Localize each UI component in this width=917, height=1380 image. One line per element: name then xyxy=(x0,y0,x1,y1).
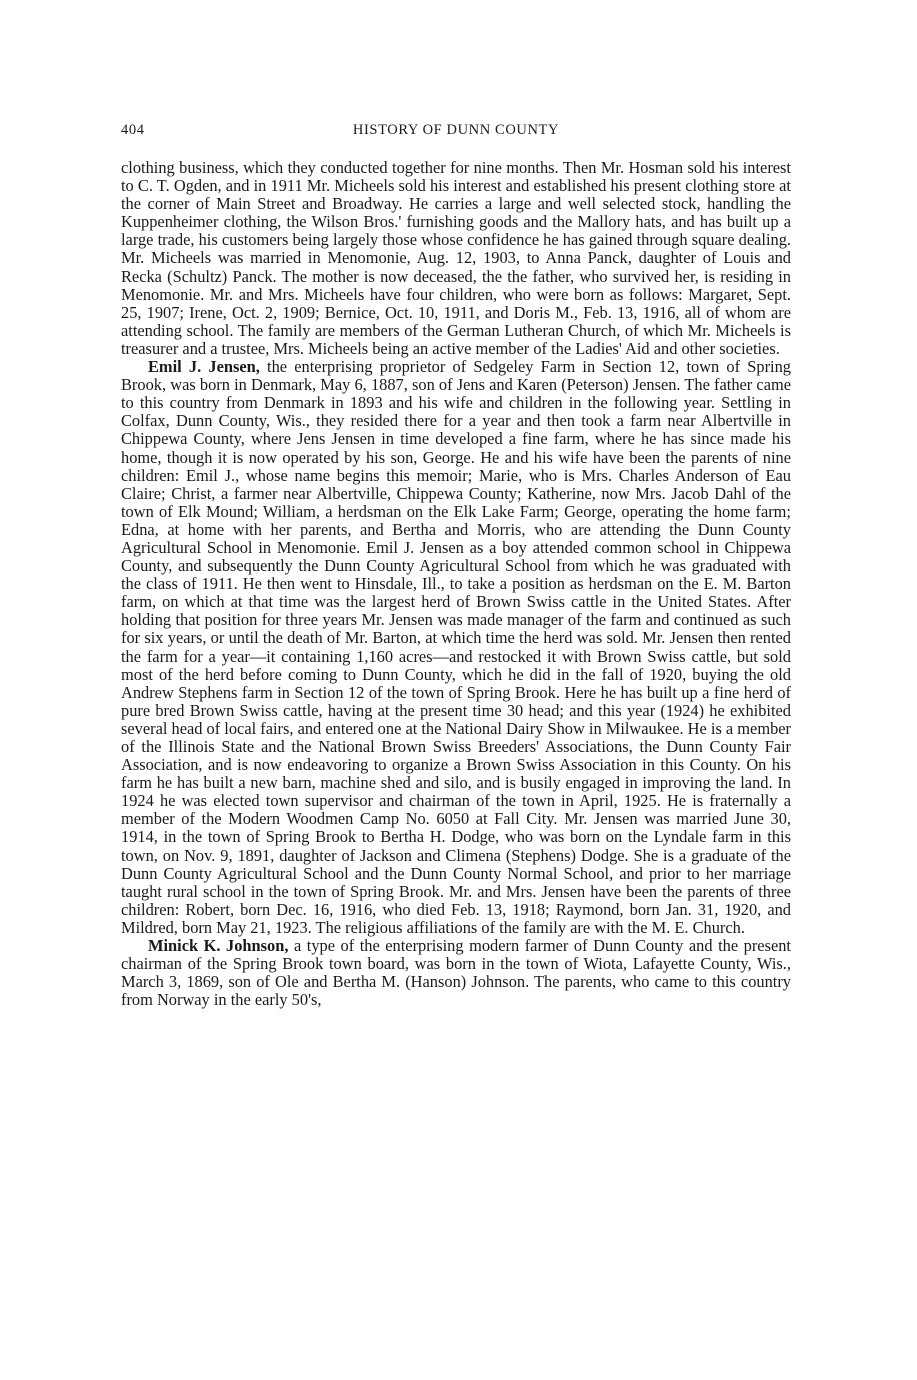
paragraph-minick-k-johnson xyxy=(121,937,791,1009)
subject-name: Minick K. Johnson, xyxy=(148,936,289,956)
paragraph-text: a type of the enterprising modern farmer of Dunn County and the present chairman of the Spring Brook town board, was born in the town of Wiota, Lafayette County, Wis., March 3, 1869, son of Ole and Bertha M. (Hanson) Johnson. The parents, who came to this country from Norway in the early 50's, xyxy=(121,936,791,1010)
subject-name: Emil J. Jensen, xyxy=(148,357,260,377)
paragraph-text: the enterprising proprietor of Sedgeley Farm in Section 12, town of Spring Brook, was born in Denmark, May 6, 1887, son of Jens and Karen (Peterson) Jensen. The father came to this country from Denmark in 1893 and his wife and children in the following year. Settling in Colfax, Dunn County, Wis., they resided there for a year and then took a farm near Albertville in Chippewa County, where Jens Jensen in time developed a fine farm, where he has since made his home, though it is now operated by his son, George. He and his wife have been the parents of nine children: Emil J., whose name begins this memoir; Marie, who is Mrs. Charles Anderson of Eau Claire; Christ, a farmer near Albertville, Chippewa County; Katherine, now Mrs. Jacob Dahl of the town of Elk Mound; William, a herdsman on the Elk Lake Farm; George, operating the home farm; Edna, at home with her parents, and Bertha and Morris, who are attending the Dunn County Agricultural School in Menomonie. Emil J. Jensen as a boy attended common school in Chippewa County, and subsequently the Dunn County Agricultural School from which he was graduated with the class of 1911. He then went to Hinsdale, Ill., to take a position as herdsman on the E. M. Barton farm, on which at that time was the largest herd of Brown Swiss cattle in the United States. After holding that position for three years Mr. Jensen was made manager of the farm and continued as such for six years, or until the death of Mr. Barton, at which time the herd was sold. Mr. Jensen then rented the farm for a year—it containing 1,160 acres—and restocked it with Brown Swiss cattle, but sold most of the herd before coming to Dunn County, which he did in the fall of 1920, buying the old Andrew Stephens farm in Section 12 of the town of Spring Brook. Here he has built up a fine herd of pure bred Brown Swiss cattle, having at the present time 30 head; and this year (1924) he exhibited several head of local fairs, and entered one at the National Dairy Show in Milwaukee. He is a member of the Illinois State and the National Brown Swiss Breeders' Associations, the Dunn County Fair Association, and is now endeavoring to organize a Brown Swiss Association in this County. On his farm he has built a new barn, machine shed and silo, and is busily engaged in improving the land. In 1924 he was elected town supervisor and chairman of the town in April, 1925. He is fraternally a member of the Modern Woodmen Camp No. 6050 at Fall City. Mr. Jensen was married June 30, 1914, in the town of Spring Brook to Bertha H. Dodge, who was born on the Lyndale farm in this town, on Nov. 9, 1891, daughter of Jackson and Climena (Stephens) Dodge. She is a graduate of the Dunn County Agricultural School and the Dunn County Normal School, and prior to her marriage taught rural school in the town of Spring Brook. Mr. and Mrs. Jensen have been the parents of three children: Robert, born Dec. 16, 1916, who died Feb. 13, 1918; Raymond, born Jan. 31, 1920, and Mildred, born May 21, 1923. The religious affiliations of the family are with the M. E. Church. xyxy=(121,357,791,937)
paragraph-emil-j-jensen xyxy=(121,358,791,937)
book-page xyxy=(121,122,791,1009)
book-title: HISTORY OF DUNN COUNTY xyxy=(352,122,560,138)
page-number: 404 xyxy=(121,122,145,138)
running-head xyxy=(121,122,791,144)
paragraph-micheels-continued xyxy=(121,159,791,358)
paragraph-text: clothing business, which they conducted together for nine months. Then Mr. Hosman sold his interest to C. T. Ogden, and in 1911 Mr. Micheels sold his interest and established his present clothing store at the corner of Main Street and Broadway. He carries a large and well selected stock, handling the Kuppenheimer clothing, the Wilson Bros.' furnishing goods and the Mallory hats, and has built up a large trade, his customers being largely those whose confidence he has gained through square dealing. Mr. Micheels was married in Menomonie, Aug. 12, 1903, to Anna Panck, daughter of Louis and Recka (Schultz) Panck. The mother is now deceased, the the father, who survived her, is residing in Menomonie. Mr. and Mrs. Micheels have four children, who were born as follows: Margaret, Sept. 25, 1907; Irene, Oct. 2, 1909; Bernice, Oct. 10, 1911, and Doris M., Feb. 13, 1916, all of whom are attending school. The family are members of the German Lutheran Church, of which Mr. Micheels is treasurer and a trustee, Mrs. Micheels being an active member of the Ladies' Aid and other societies. xyxy=(121,158,791,358)
body-text xyxy=(121,159,791,1009)
